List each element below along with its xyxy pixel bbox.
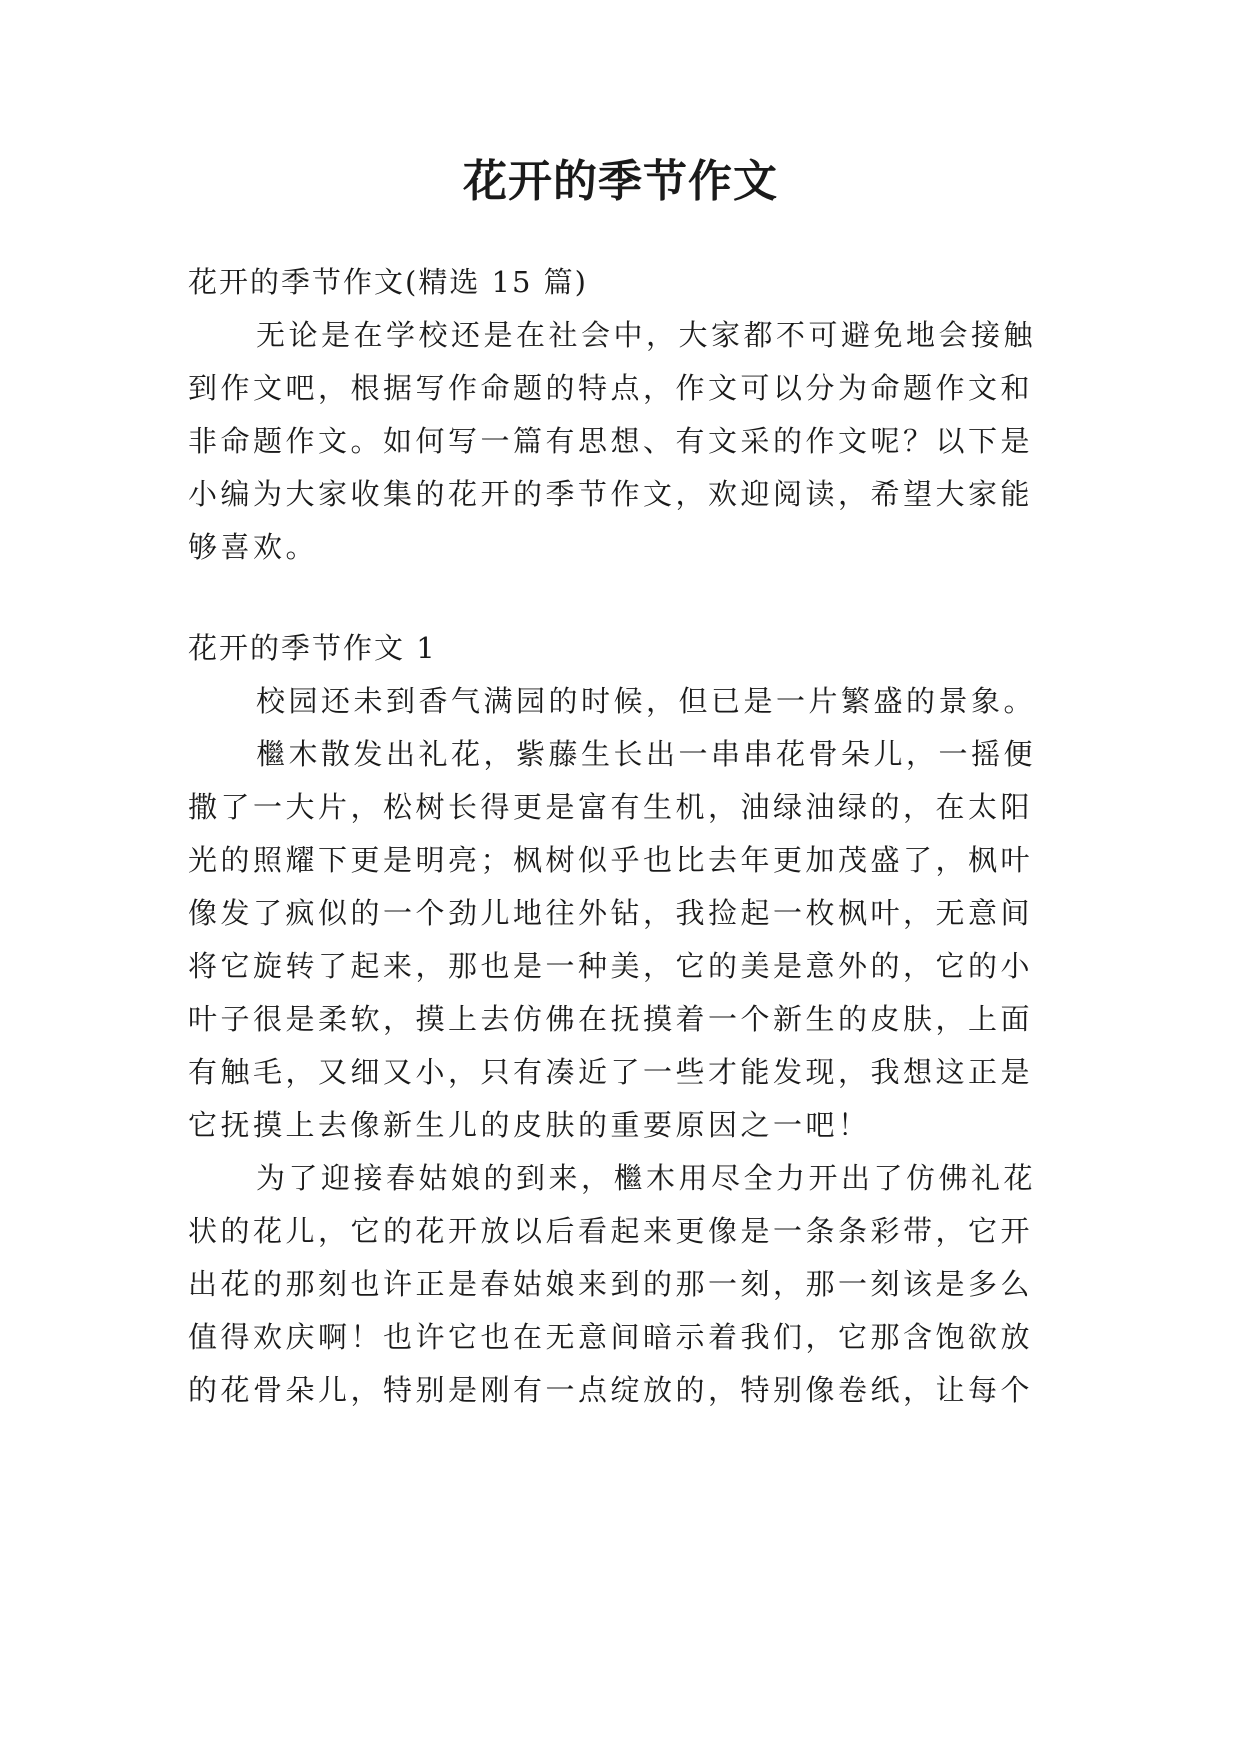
body-line: 值得欢庆啊！也许它也在无意间暗示着我们，它那含饱欲放 [188,1320,1034,1354]
intro-line: 够喜欢。 [188,530,319,564]
intro-line: 小编为大家收集的花开的季节作文，欢迎阅读，希望大家能 [188,477,1034,511]
body-line: 校园还未到香气满园的时候，但已是一片繁盛的景象。 [256,684,1037,718]
body-line: 将它旋转了起来，那也是一种美，它的美是意外的，它的小 [188,949,1034,983]
body-line: 它抚摸上去像新生儿的皮肤的重要原因之一吧！ [188,1108,871,1142]
body-line: 檵木散发出礼花，紫藤生长出一串串花骨朵儿，一摇便 [256,737,1037,771]
intro-line: 到作文吧，根据写作命题的特点，作文可以分为命题作文和 [188,371,1034,405]
body-line: 为了迎接春姑娘的到来，檵木用尽全力开出了仿佛礼花 [256,1161,1037,1195]
body-line: 撒了一大片，松树长得更是富有生机，油绿油绿的，在太阳 [188,790,1034,824]
body-line: 叶子很是柔软，摸上去仿佛在抚摸着一个新生的皮肤，上面 [188,1002,1034,1036]
body-line: 光的照耀下更是明亮；枫树似乎也比去年更加茂盛了，枫叶 [188,843,1034,877]
intro-line: 无论是在学校还是在社会中，大家都不可避免地会接触 [256,318,1037,352]
body-line: 的花骨朵儿，特别是刚有一点绽放的，特别像卷纸，让每个 [188,1373,1034,1407]
section-heading: 花开的季节作文 1 [188,631,437,665]
body-line: 有触毛，又细又小，只有凑近了一些才能发现，我想这正是 [188,1055,1034,1089]
document-subtitle: 花开的季节作文(精选 15 篇) [188,265,588,299]
body-line: 状的花儿，它的花开放以后看起来更像是一条条彩带，它开 [188,1214,1034,1248]
body-line: 像发了疯似的一个劲儿地往外钻，我捡起一枚枫叶，无意间 [188,896,1034,930]
intro-line: 非命题作文。如何写一篇有思想、有文采的作文呢？以下是 [188,424,1034,458]
document-title: 花开的季节作文 [463,156,778,207]
body-line: 出花的那刻也许正是春姑娘来到的那一刻，那一刻该是多么 [188,1267,1034,1301]
